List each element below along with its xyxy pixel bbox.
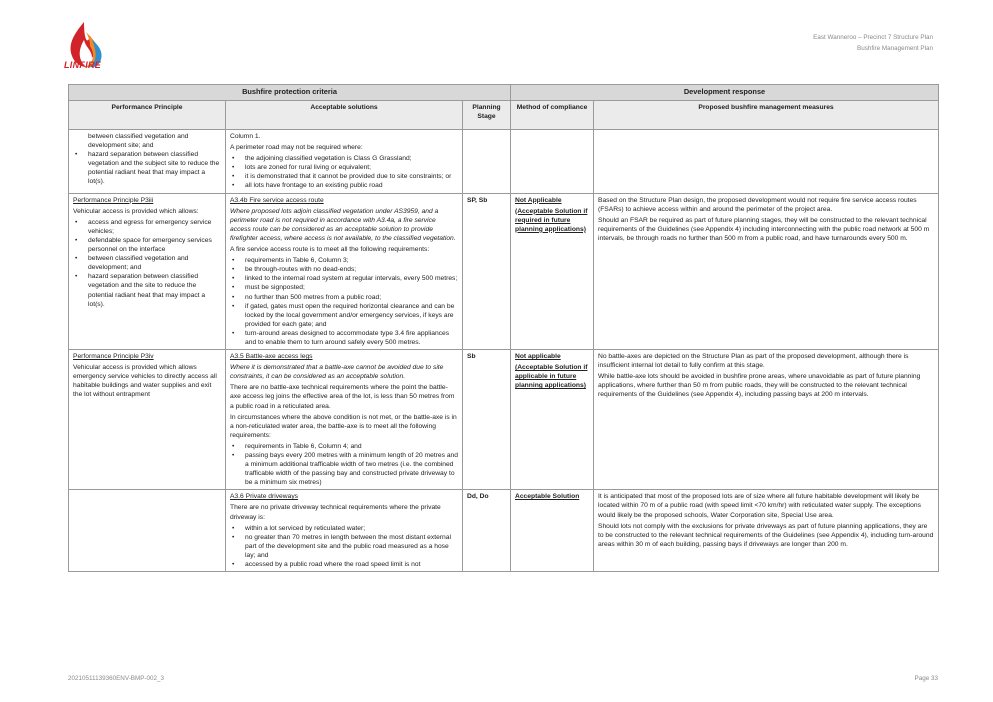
solution-cell <box>226 193 463 350</box>
list-item: • access and egress for emergency service vehicles; <box>88 218 221 236</box>
measures-text: While battle-axe lots should be avoided in bushfire prone areas, where unavoidable as part of future planning applications, where further than 50 m from public roads, they will be constructed to the relevant technical requirements of the Guidelines (see Appendix 4), including passing bays at 200 m intervals. <box>598 373 921 399</box>
solution-intro: Where proposed lots adjoin classified vegetation under AS3959, and a perimeter road is not required in accordance with A3.4a, a fire service access route can be considered as an acceptable solution to provide firefighter access, where access is not available, to the classified vegetation. <box>230 207 456 242</box>
solution-text: A perimeter road may not be required where: <box>230 144 363 152</box>
table-row <box>69 130 939 194</box>
table-row <box>69 490 939 572</box>
solution-intro: Where it is demonstrated that a battle-axe cannot be avoided due to site constraints, it can be considered as an acceptable solution. <box>230 364 444 381</box>
principle-text: Vehicular access is provided which allows emergency service vehicles to directly access all habitable buildings and water supplies and exit the lot without entrapment <box>73 364 217 399</box>
solution-list <box>230 154 458 190</box>
solution-cell <box>226 490 463 572</box>
list-item: • turn-around areas designed to accommodate type 3.4 fire appliances and to enable them to turn around safely every 500 metres. <box>245 329 458 347</box>
list-item: • within a lot serviced by reticulated water; <box>245 524 458 533</box>
stage-cell: Dd, Do <box>463 490 511 572</box>
measures-cell <box>594 193 939 350</box>
group-header-criteria: Bushfire protection criteria <box>69 85 511 101</box>
solution-list <box>230 442 458 487</box>
bushfire-criteria-table <box>68 84 939 572</box>
stage-cell: Sb <box>463 350 511 490</box>
method-sub: (Acceptable Solution if applicable in future planning applications) <box>515 364 588 390</box>
method-cell <box>511 490 594 572</box>
solution-cell <box>226 130 463 194</box>
list-item: • it is demonstrated that it cannot be provided due to site constraints; or <box>245 172 458 181</box>
list-item: • hazard separation between classified vegetation and the site to reduce the potential radiant heat that may impact a lot(s). <box>88 272 221 308</box>
measures-cell <box>594 350 939 490</box>
principle-list <box>73 218 221 309</box>
col-header-method: Method of compliance <box>511 101 594 130</box>
measures-text: Based on the Structure Plan design, the proposed development would not require fire service access routes (FSARs) to achieve access within and around the perimeter of the project area. <box>598 196 917 213</box>
col-header-principle: Performance Principle <box>69 101 226 130</box>
logo-wordmark: LINFIRE <box>64 60 102 70</box>
group-header-response: Development response <box>511 85 939 101</box>
solution-text: A fire service access route is to meet all the following requirements: <box>230 246 430 254</box>
footer-doc-ref: 20210511139360ENV-BMP-002_3 <box>68 675 165 682</box>
solution-text: In circumstances where the above condition is not met, or the battle-axe is in a non-reticulated water area, the battle-axe is to meet all the following requirements: <box>230 413 457 439</box>
list-item: • no greater than 70 metres in length between the most distant external part of the development site and the public road measured as a hose lay; and <box>245 533 458 560</box>
list-item: • lots are zoned for rural living or equivalent; <box>245 163 458 172</box>
principle-cell <box>69 130 226 194</box>
list-item: • all lots have frontage to an existing public road <box>245 181 458 190</box>
col-header-measures: Proposed bushfire management measures <box>594 101 939 130</box>
list-item: • defendable space for emergency services personnel on the interface <box>88 236 221 254</box>
method-cell <box>511 130 594 194</box>
measures-text: Should lots not comply with the exclusions for private driveways as part of future planning applications, they are to be constructed to the relevant technical requirements of the Guidelines (see Appendix 4), including turn-around areas within 30 m of each building, passing bays if driveways are longer than 200 m. <box>598 522 934 548</box>
principle-list <box>73 150 221 186</box>
table-row <box>69 350 939 490</box>
solution-text: There are no private driveway technical requirements where the private driveway is: <box>230 504 441 521</box>
measures-text: Should an FSAR be required as part of future planning stages, they will be constructed to the relevant technical requirements of the Guidelines (see Appendix 4) including interconnecting with the public road network at 500 m intervals, be through roads no further than 500 m from a public road, and have turnarounds every 500 m. <box>598 216 930 242</box>
principle-cell <box>69 193 226 350</box>
method-title: Not applicable <box>515 353 561 361</box>
list-item: • hazard separation between classified vegetation and the subject site to reduce the potential radiant heat that may impact a lot(s). <box>88 150 221 186</box>
method-cell <box>511 350 594 490</box>
principle-intro: Vehicular access is provided which allows: <box>73 207 199 215</box>
document-header <box>813 32 933 54</box>
list-item: • passing bays every 200 metres with a minimum length of 20 metres and a minimum additional trafficable width of two metres (i.e. the combined trafficable width of the passing bay and constructed private driveway to be a minimum six metres) <box>245 451 458 487</box>
col-header-stage: Planning Stage <box>463 101 511 130</box>
list-item: • if gated, gates must open the required horizontal clearance and can be locked by the local government and/or emergency services, if keys are provided for each gate; and <box>245 302 458 329</box>
principle-title: Performance Principle P3iv <box>73 353 154 361</box>
solution-list <box>230 256 458 347</box>
method-title: Acceptable Solution <box>515 493 580 501</box>
principle-cell <box>69 490 226 572</box>
measures-text: No battle-axes are depicted on the Structure Plan as part of the proposed development, although there is insufficient internal lot detail to fully confirm at this stage. <box>598 353 909 370</box>
list-item: • be through-routes with no dead-ends; <box>245 265 458 274</box>
stage-cell <box>463 130 511 194</box>
list-item: • between classified vegetation and development; and <box>88 254 221 272</box>
list-item: • linked to the internal road system at regular intervals, every 500 metres; <box>245 274 458 283</box>
measures-text: It is anticipated that most of the proposed lots are of size where all future habitable development will likely be located within 70 m of a public road (with speed limit <70 km/hr) with reticulated water supply. The exceptions would likely be the proposed schools, Water Corporation site, Special Use area. <box>598 493 921 519</box>
method-title: Not Applicable <box>515 196 562 204</box>
col-header-solutions: Acceptable solutions <box>226 101 463 130</box>
table-row <box>69 193 939 350</box>
method-sub: (Acceptable Solution if required in future planning applications) <box>515 207 588 233</box>
solution-title: A3.6 Private driveways <box>230 493 299 501</box>
doc-title-line2: Bushfire Management Plan <box>857 45 933 52</box>
solution-text: Column 1. <box>230 133 261 140</box>
principle-cell <box>69 350 226 490</box>
solution-title: A3.4b Fire service access route <box>230 196 324 204</box>
list-item: • requirements in Table 6, Column 4; and <box>245 442 458 451</box>
principle-title: Performance Principle P3iii <box>73 196 154 204</box>
footer-page-number: Page 33 <box>914 675 938 682</box>
measures-cell <box>594 130 939 194</box>
solution-title: A3.5 Battle-axe access legs <box>230 353 313 361</box>
solution-cell <box>226 350 463 490</box>
solution-list <box>230 524 458 569</box>
stage-cell: SP, Sb <box>463 193 511 350</box>
solution-text: There are no battle-axe technical requirements where the point the battle-axe access leg joins the effective area of the lot, is less than 50 metres from a public road in a reticulated area. <box>230 384 455 410</box>
list-item: • the adjoining classified vegetation is Class G Grassland; <box>245 154 458 163</box>
list-item: • must be signposted; <box>245 283 458 292</box>
method-cell <box>511 193 594 350</box>
doc-title-line1: East Wanneroo – Precinct 7 Structure Plan <box>813 34 933 41</box>
principle-continuation: between classified vegetation and development site; and <box>88 133 189 150</box>
list-item: • no further than 500 metres from a public road; <box>245 293 458 302</box>
list-item: • accessed by a public road where the road speed limit is not <box>245 560 458 569</box>
measures-cell <box>594 490 939 572</box>
list-item: • requirements in Table 6, Column 3; <box>245 256 458 265</box>
